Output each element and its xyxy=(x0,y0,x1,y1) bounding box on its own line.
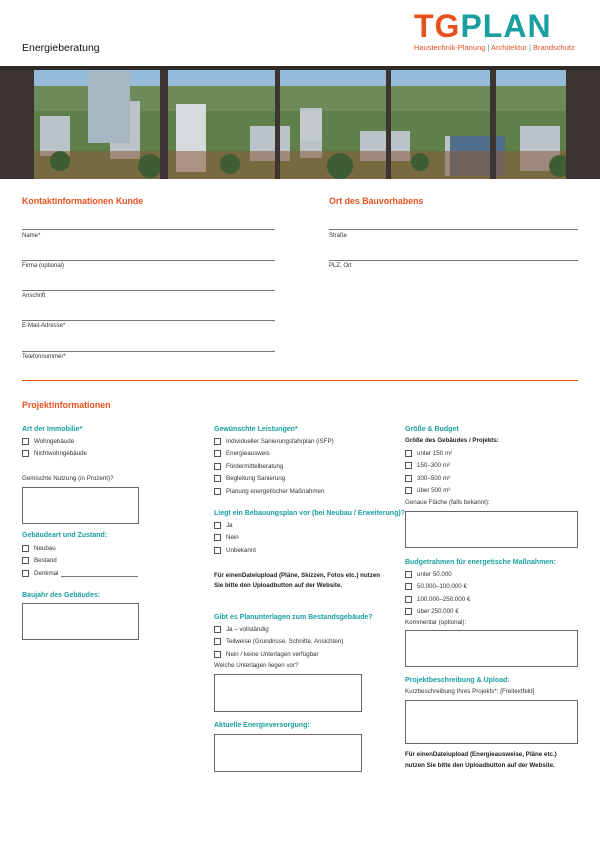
phone-label: Telefonnummer* xyxy=(22,354,66,360)
contact-line xyxy=(22,229,275,230)
logo-plan: PLAN xyxy=(460,8,552,44)
exact-area-label: Genaue Fläche (falls bekannt): xyxy=(405,499,490,506)
checkbox-icon[interactable] xyxy=(214,547,221,554)
checkbox-icon[interactable] xyxy=(214,651,221,658)
checkbox-icon[interactable] xyxy=(405,608,412,615)
zip-city-label: PLZ, Ort xyxy=(329,263,352,269)
services-heading: Gewünschte Leistungen* xyxy=(214,426,298,433)
comment-textbox[interactable] xyxy=(405,630,578,667)
property-type-heading: Art der Immobilie* xyxy=(22,426,83,433)
checkbox-budget-50k-100k[interactable]: 50.000–100.000 € xyxy=(405,581,470,594)
budget-heading: Budgetrahmen für energetische Maßnahmen: xyxy=(405,559,556,566)
email-field[interactable] xyxy=(22,351,275,352)
energy-supply-textbox[interactable] xyxy=(214,734,362,772)
checkbox-isfp[interactable]: Individueller Sanierungsfahrplan (iSFP) xyxy=(214,435,334,448)
comment-label: Kommentar (optional): xyxy=(405,619,467,626)
documents-textbox[interactable] xyxy=(214,674,362,712)
checkbox-size-over-500[interactable]: über 500 m² xyxy=(405,485,452,498)
mixed-use-textbox[interactable] xyxy=(22,487,139,524)
checkbox-icon[interactable] xyxy=(214,463,221,470)
company-field[interactable] xyxy=(22,290,275,291)
location-heading: Ort des Bauvorhabens xyxy=(329,196,424,206)
checkbox-icon[interactable] xyxy=(22,545,29,552)
checkbox-icon[interactable] xyxy=(405,583,412,590)
building-size-label: Größe des Gebäudes / Projekts: xyxy=(405,437,499,444)
page-title: Energieberatung xyxy=(22,42,100,54)
location-line xyxy=(329,229,578,230)
contact-heading: Kontaktinformationen Kunde xyxy=(22,196,144,206)
checkbox-funding-advice[interactable]: Fördermittelberatung xyxy=(214,460,334,473)
year-built-heading: Baujahr des Gebäudes: xyxy=(22,592,101,599)
checkbox-zoning-no[interactable]: Nein xyxy=(214,532,256,545)
checkbox-zoning-unknown[interactable]: Unbekannt xyxy=(214,544,256,557)
checkbox-icon[interactable] xyxy=(22,570,29,577)
address-field[interactable] xyxy=(22,320,275,321)
checkbox-size-300-500[interactable]: 300–500 m² xyxy=(405,472,452,485)
upload-note-1: Für einenDateiupload (Pläne, Skizzen, Fotos etc.) nutzen Sie bitte den Uploadbutton auf der Website. xyxy=(214,572,381,589)
city-panorama-image xyxy=(0,66,600,179)
checkbox-icon[interactable] xyxy=(214,638,221,645)
section-divider xyxy=(22,380,578,381)
address-label: Anschrift xyxy=(22,293,46,299)
checkbox-zoning-yes[interactable]: Ja xyxy=(214,519,256,532)
street-label: Straße xyxy=(329,233,348,239)
checkbox-budget-100k-250k[interactable]: 100.000–250.000 € xyxy=(405,593,470,606)
name-label: Name* xyxy=(22,233,41,239)
checkbox-icon[interactable] xyxy=(405,487,412,494)
checkbox-energy-certificate[interactable]: Energieausweis xyxy=(214,448,334,461)
checkbox-monument[interactable]: Denkmal xyxy=(22,567,58,580)
checkbox-icon[interactable] xyxy=(405,571,412,578)
checkbox-icon[interactable] xyxy=(214,475,221,482)
company-label: Firma (optional) xyxy=(22,263,65,269)
checkbox-icon[interactable] xyxy=(22,438,29,445)
description-label: Kurzbeschreibung Ihres Projekts*: [Freitextfeld] xyxy=(405,688,535,695)
logo-sub-2: Architektur xyxy=(491,43,527,52)
size-budget-heading: Größe & Budget xyxy=(405,426,459,433)
checkbox-existing[interactable]: Bestand xyxy=(22,555,58,568)
checkbox-icon[interactable] xyxy=(405,475,412,482)
checkbox-renovation-support[interactable]: Begleitung Sanierung xyxy=(214,473,334,486)
logo-sub-1: Haustechnik-Planung xyxy=(414,43,486,52)
zoning-plan-heading: Liegt ein Bebauungsplan vor (bei Neubau / Erweiterung)? xyxy=(214,510,405,517)
street-field[interactable] xyxy=(329,260,578,261)
mixed-use-label: Gemischte Nutzung (in Prozent)? xyxy=(22,475,114,482)
plans-heading: Gibt es Planunterlagen zum Bestandsgebäude? xyxy=(214,614,373,621)
name-field[interactable] xyxy=(22,260,275,261)
description-textbox[interactable] xyxy=(405,700,578,744)
checkbox-budget-over-250k[interactable]: über 250.000 € xyxy=(405,606,470,619)
checkbox-non-residential[interactable]: Nichtwohngebäude xyxy=(22,448,87,461)
checkbox-size-150-300[interactable]: 150–300 m² xyxy=(405,460,452,473)
logo-sep: | xyxy=(487,43,490,52)
checkbox-plans-partial[interactable]: Teilweise (Grundrisse, Schnitte, Ansichten) xyxy=(214,636,343,649)
checkbox-icon[interactable] xyxy=(22,450,29,457)
monument-line[interactable] xyxy=(61,576,138,577)
checkbox-icon[interactable] xyxy=(214,626,221,633)
logo-sep: | xyxy=(528,43,531,52)
checkbox-energy-measures[interactable]: Planung energetischer Maßnahmen xyxy=(214,485,334,498)
checkbox-icon[interactable] xyxy=(214,438,221,445)
checkbox-residential[interactable]: Wohngebäude xyxy=(22,435,87,448)
checkbox-budget-under-50k[interactable]: unter 50.000 xyxy=(405,568,470,581)
upload-note-2: Für einenDateiupload (Energieausweise, Pläne etc.) nutzen Sie bitte den Uploadbutton auf der Website. xyxy=(405,751,557,769)
checkbox-icon[interactable] xyxy=(214,488,221,495)
energy-supply-heading: Aktuelle Energieversorgung: xyxy=(214,722,310,729)
documents-question: Welche Unterlagen liegen vor? xyxy=(214,662,299,669)
logo-sub-3: Brandschutz xyxy=(533,43,575,52)
description-heading: Projektbeschreibung & Upload: xyxy=(405,677,510,684)
checkbox-icon[interactable] xyxy=(405,462,412,469)
checkbox-icon[interactable] xyxy=(214,534,221,541)
checkbox-icon[interactable] xyxy=(405,596,412,603)
checkbox-plans-none[interactable]: Nein / keine Unterlagen verfügbar xyxy=(214,648,343,661)
checkbox-icon[interactable] xyxy=(214,522,221,529)
checkbox-size-under-150[interactable]: unter 150 m² xyxy=(405,447,452,460)
checkbox-icon[interactable] xyxy=(405,450,412,457)
company-logo xyxy=(414,10,584,56)
checkbox-icon[interactable] xyxy=(22,557,29,564)
logo-tg: TG xyxy=(414,8,461,44)
year-built-textbox[interactable] xyxy=(22,603,139,640)
building-condition-heading: Gebäudeart und Zustand: xyxy=(22,532,108,539)
checkbox-icon[interactable] xyxy=(214,450,221,457)
checkbox-plans-complete[interactable]: Ja – vollständig xyxy=(214,623,343,636)
email-label: E-Mail-Adresse* xyxy=(22,323,66,329)
exact-area-textbox[interactable] xyxy=(405,511,578,548)
checkbox-new-build[interactable]: Neubau xyxy=(22,542,58,555)
project-heading: Projektinformationen xyxy=(22,400,111,410)
